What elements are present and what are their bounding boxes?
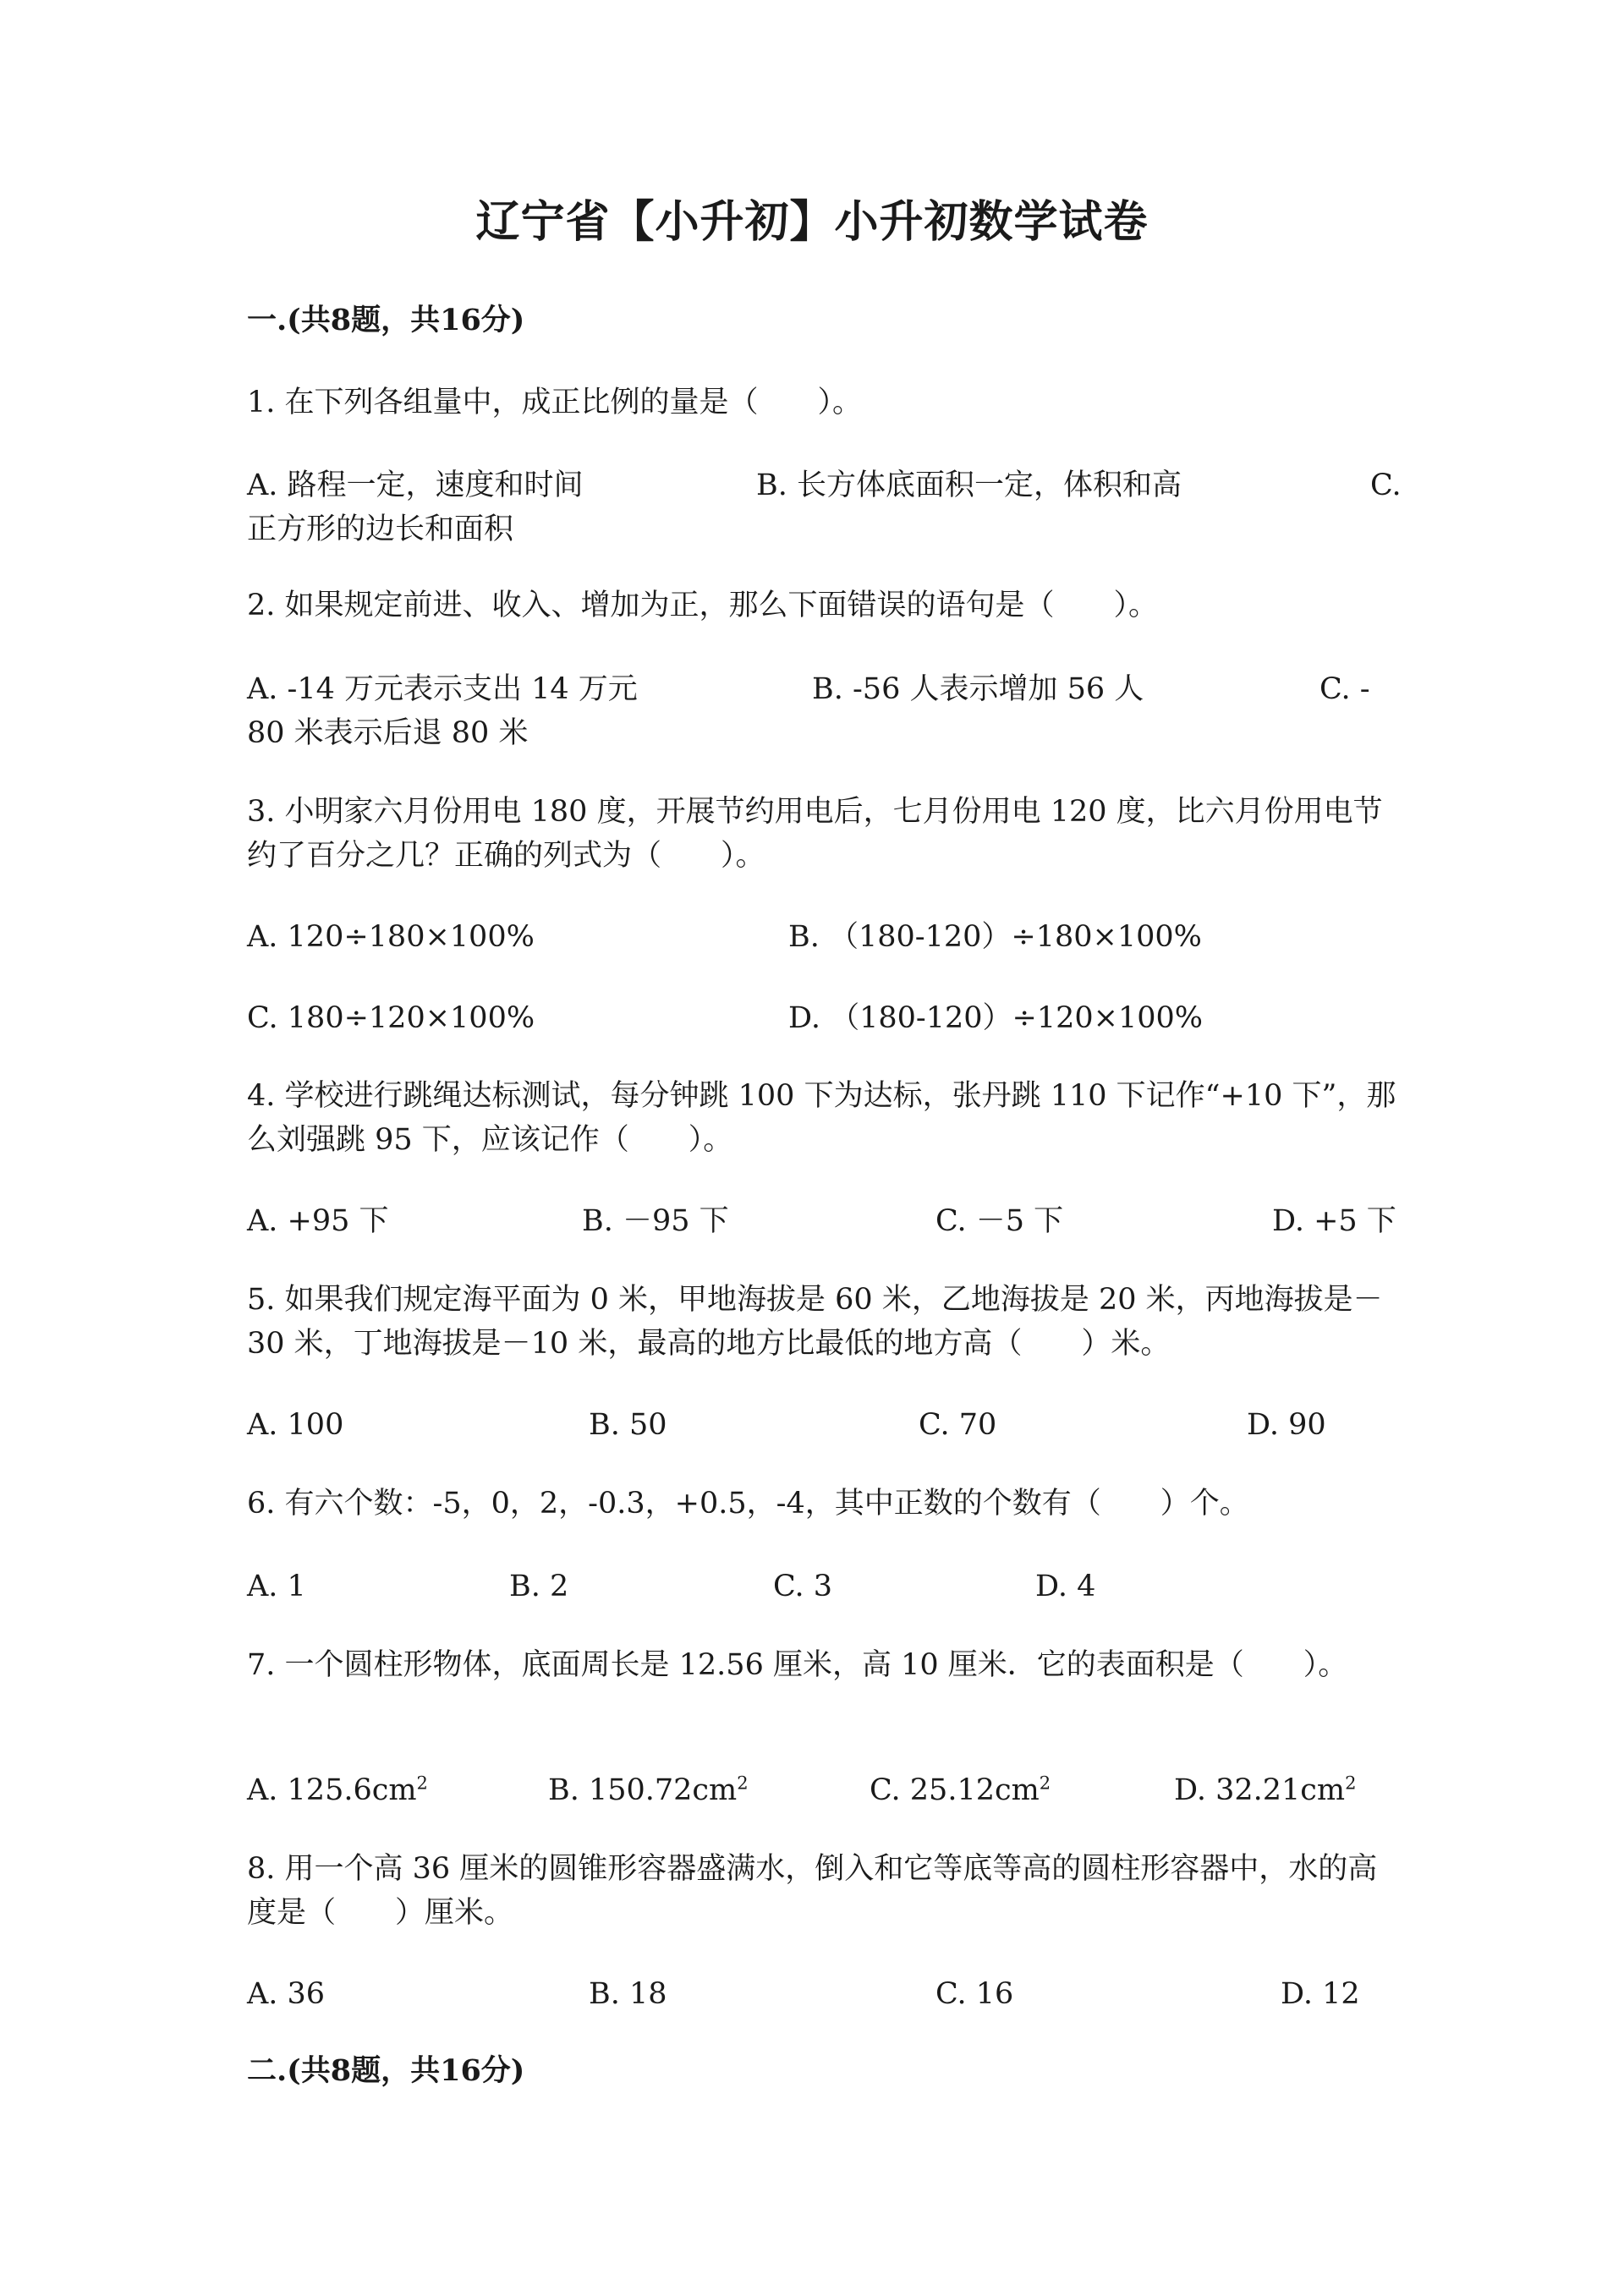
option-c: C. 70 bbox=[919, 1408, 997, 1442]
option-c-text: 正方形的边长和面积 bbox=[247, 512, 514, 546]
option-d: D. +5 下 bbox=[1272, 1204, 1396, 1238]
option-a: A. 36 bbox=[247, 1977, 326, 2011]
question-1: 1. 在下列各组量中，成正比例的量是（ ）。 bbox=[247, 386, 863, 419]
option-b: B. 2 bbox=[509, 1570, 569, 1603]
section-heading-1: 一.(共8题，共16分) bbox=[247, 303, 525, 337]
option-a: A. +95 下 bbox=[247, 1204, 389, 1238]
option-c: C. －5 下 bbox=[935, 1204, 1064, 1238]
question-7: 7. 一个圆柱形物体，底面周长是 12.56 厘米，高 10 厘米．它的表面积是（ ）。 bbox=[247, 1648, 1348, 1682]
option-b: B. －95 下 bbox=[582, 1204, 729, 1238]
question-5: 5. 如果我们规定海平面为 0 米，甲地海拔是 60 米，乙地海拔是 20 米，丙地海拔是－30 米，丁地海拔是－10 米，最高的地方比最低的地方高（ ）米。 bbox=[247, 1283, 1383, 1361]
option-b: B. 50 bbox=[589, 1408, 667, 1442]
option-d: D. 90 bbox=[1247, 1408, 1326, 1442]
option-c: C. - bbox=[1320, 672, 1370, 706]
option-b: B. （180-120）÷180×100% bbox=[788, 920, 1202, 954]
option-c: C. 16 bbox=[935, 1977, 1014, 2011]
option-a: A. 120÷180×100% bbox=[247, 920, 535, 954]
question-6: 6. 有六个数：-5，0，2，-0.3，+0.5，-4，其中正数的个数有（ ）个。 bbox=[247, 1487, 1249, 1521]
question-2: 2. 如果规定前进、收入、增加为正，那么下面错误的语句是（ ）。 bbox=[247, 589, 1159, 622]
section-heading-2: 二.(共8题，共16分) bbox=[247, 2053, 525, 2088]
option-d: D. 12 bbox=[1281, 1977, 1360, 2011]
option-c: C. 180÷120×100% bbox=[247, 1001, 535, 1035]
option-d: D. （180-120）÷120×100% bbox=[788, 1001, 1204, 1035]
option-c: C. $25.12cm^2$ bbox=[870, 1773, 1051, 1807]
option-b: B. -56 人表示增加 56 人 bbox=[812, 672, 1144, 706]
option-d: D. $32.21cm^2$ bbox=[1174, 1773, 1357, 1807]
option-a: A. -14 万元表示支出 14 万元 bbox=[247, 672, 638, 706]
option-a: A. 1 bbox=[247, 1570, 306, 1603]
option-a: A. 100 bbox=[247, 1408, 344, 1442]
page-title: 辽宁省【小升初】小升初数学试卷 bbox=[475, 196, 1149, 248]
option-b: B. 长方体底面积一定，体积和高 bbox=[756, 469, 1182, 502]
option-c: C. bbox=[1370, 469, 1402, 502]
question-3: 3. 小明家六月份用电 180 度，开展节约用电后，七月份用电 120 度，比六月份用电节约了百分之几？正确的列式为（ ）。 bbox=[247, 795, 1383, 873]
option-c-text: 80 米表示后退 80 米 bbox=[247, 716, 529, 750]
option-a: A. 路程一定，速度和时间 bbox=[247, 469, 584, 502]
question-4: 4. 学校进行跳绳达标测试，每分钟跳 100 下为达标，张丹跳 110 下记作“+10 下”，那么刘强跳 95 下，应该记作（ ）。 bbox=[247, 1079, 1396, 1157]
option-d: D. 4 bbox=[1035, 1570, 1096, 1603]
option-b: B. 18 bbox=[589, 1977, 667, 2011]
option-c: C. 3 bbox=[773, 1570, 833, 1603]
option-b: B. $150.72cm^2$ bbox=[548, 1773, 749, 1807]
option-a: A. $125.6cm^2$ bbox=[247, 1773, 428, 1807]
question-8: 8. 用一个高 36 厘米的圆锥形容器盛满水，倒入和它等底等高的圆柱形容器中，水的高度是（ ）厘米。 bbox=[247, 1852, 1378, 1930]
